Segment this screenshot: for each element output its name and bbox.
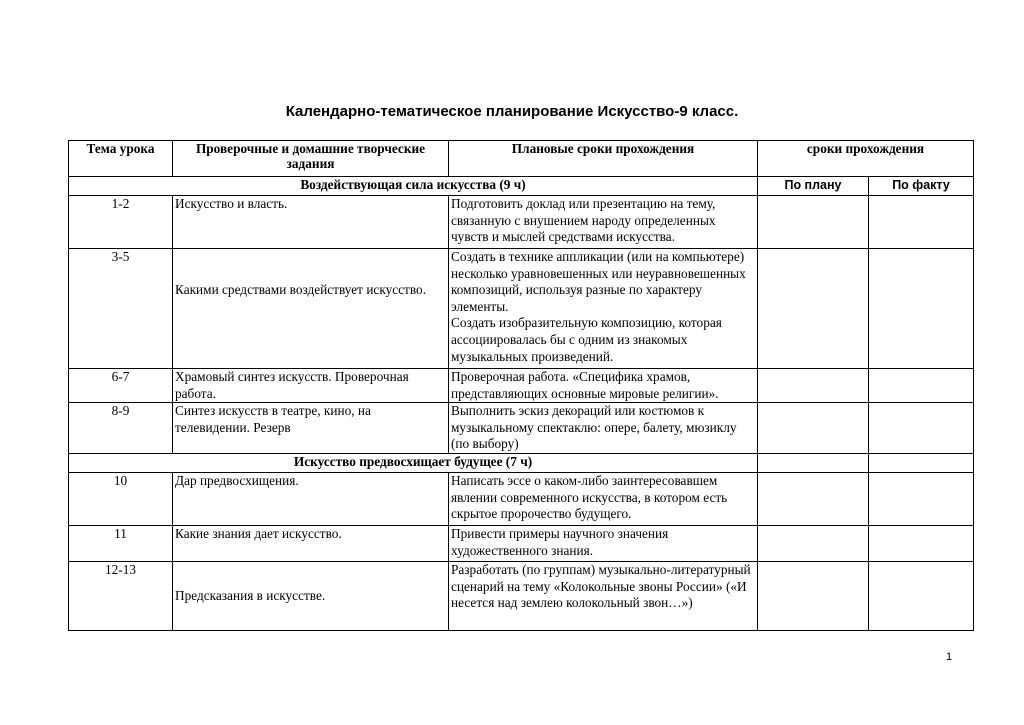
task-paragraph: Выполнить эскиз декораций или костюмов к музыкальному спектаклю: опере, балету, мюзиклу (по выбору) xyxy=(451,403,737,452)
lesson-task xyxy=(449,472,758,525)
fact-date-cell xyxy=(869,249,974,369)
page-title: Календарно-тематическое планирование Искусство-9 класс. xyxy=(285,103,739,120)
lesson-topic: Какие знания дает искусство. xyxy=(173,525,449,561)
lesson-task xyxy=(449,196,758,249)
lesson-row xyxy=(69,403,974,454)
lesson-topic: Синтез искусств в театре, кино, на телевидении. Резерв xyxy=(173,403,449,454)
section-empty-cell xyxy=(869,453,974,472)
lesson-topic: Дар предвосхищения. xyxy=(173,472,449,525)
lesson-number: 1-2 xyxy=(69,196,173,249)
task-paragraph: Проверочная работа. «Специфика храмов, представляющих основные мировые религии». xyxy=(451,369,719,401)
task-paragraph: Создать изобразительную композицию, которая ассоциировалась бы с одним из знакомых музыкальных произведений. xyxy=(451,315,722,364)
header-row xyxy=(69,141,974,177)
task-paragraph: Разработать (по группам) музыкально-литературный сценарий на тему «Колокольные звоны России» («И несется над землею колокольный звон…») xyxy=(451,561,751,611)
header-topic: Тема урока xyxy=(69,141,173,177)
lesson-number: 3-5 xyxy=(69,249,173,369)
section-title: Воздействующая сила искусства (9 ч) xyxy=(69,177,758,196)
lesson-number: 11 xyxy=(69,525,173,561)
fact-date-cell xyxy=(869,196,974,249)
section-empty-cell xyxy=(758,453,869,472)
header-dates: сроки прохождения xyxy=(758,141,974,177)
section-row xyxy=(69,453,974,472)
lesson-topic: Храмовый синтез искусств. Проверочная работа. xyxy=(173,369,449,403)
lesson-number: 6-7 xyxy=(69,369,173,403)
fact-date-cell xyxy=(869,525,974,561)
task-paragraph: Написать эссе о каком-либо заинтересовавшем явлении современного искусства, в котором есть скрытое пророчество будущего. xyxy=(451,472,728,522)
subheader-by-plan: По плану xyxy=(758,177,869,196)
plan-date-cell xyxy=(758,196,869,249)
lesson-topic: Предсказания в искусстве. xyxy=(173,561,449,630)
plan-date-cell xyxy=(758,369,869,403)
header-tasks: Проверочные и домашние творческие задания xyxy=(173,141,449,177)
lesson-task xyxy=(449,561,758,630)
section-row xyxy=(69,177,974,196)
lesson-topic: Какими средствами воздействует искусство. xyxy=(173,249,449,369)
lesson-number: 12-13 xyxy=(69,561,173,630)
page-number: 1 xyxy=(946,651,953,663)
plan-date-cell xyxy=(758,472,869,525)
lesson-row xyxy=(69,525,974,561)
lesson-row xyxy=(69,369,974,403)
lesson-row xyxy=(69,196,974,249)
header-plan-dates: Плановые сроки прохождения xyxy=(449,141,758,177)
lesson-task xyxy=(449,525,758,561)
section-title: Искусство предвосхищает будущее (7 ч) xyxy=(69,453,758,472)
lesson-task xyxy=(449,249,758,369)
plan-date-cell xyxy=(758,561,869,630)
fact-date-cell xyxy=(869,561,974,630)
fact-date-cell xyxy=(869,472,974,525)
lesson-topic: Искусство и власть. xyxy=(173,196,449,249)
task-paragraph: Привести примеры научного значения художественного знания. xyxy=(451,525,669,558)
lesson-number: 8-9 xyxy=(69,403,173,454)
lesson-task xyxy=(449,369,758,403)
lesson-number: 10 xyxy=(69,472,173,525)
fact-date-cell xyxy=(869,403,974,454)
lesson-row xyxy=(69,561,974,630)
lesson-task xyxy=(449,403,758,454)
planning-table xyxy=(68,140,974,631)
lesson-row xyxy=(69,472,974,525)
lesson-row xyxy=(69,249,974,369)
task-paragraph: Подготовить доклад или презентацию на тему, связанную с внушением народу определенных чувств и мыслей средствами искусства. xyxy=(451,196,716,245)
fact-date-cell xyxy=(869,369,974,403)
plan-date-cell xyxy=(758,525,869,561)
task-paragraph: Создать в технике аппликации (или на компьютере) несколько уравновешенных или неуравновешенных композиций, используя разные по характеру элементы. xyxy=(451,249,746,314)
subheader-by-fact: По факту xyxy=(869,177,974,196)
plan-date-cell xyxy=(758,403,869,454)
plan-date-cell xyxy=(758,249,869,369)
